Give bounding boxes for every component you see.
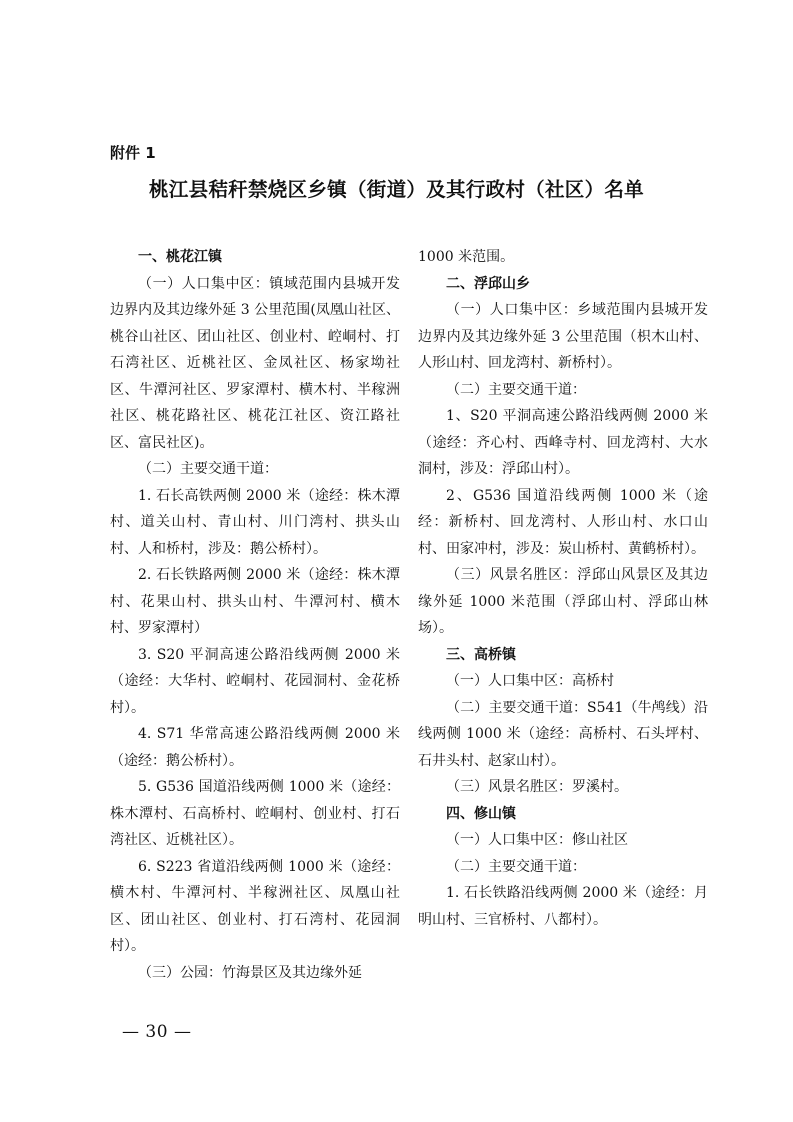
paragraph: （一）人口集中区：修山社区 (446, 832, 628, 848)
paragraph: （二）主要交通干道：S541（牛鸬线）沿线两侧 1000 米（途经：高桥村、石头坪村、石井头村、赵家山村）。 (418, 699, 708, 769)
paragraph: （二）主要交通干道： (138, 461, 278, 477)
attachment-label: 附件 1 (110, 144, 156, 162)
section-heading: 三、高桥镇 (446, 646, 516, 663)
paragraph: （三）公园：竹海景区及其边缘外延 (138, 964, 362, 981)
left-column (110, 244, 400, 986)
paragraph: （一）人口集中区：乡域范围内县城开发边界内及其边缘外延 3 公里范围（枳木山村、人形山村、回龙湾村、新桥村）。 (418, 302, 708, 371)
paragraph: 1. 石长高铁两侧 2000 米（途经：株木潭村、道关山村、青山村、川门湾村、拱头山村、人和桥村，涉及：鹅公桥村）。 (110, 487, 400, 557)
paragraph: 2. 石长铁路两侧 2000 米（途经：株木潭村、花果山村、拱头山村、牛潭河村、横木村、罗家潭村） (110, 567, 400, 636)
paragraph: 1. 石长铁路沿线两侧 2000 米（途经：月明山村、三官桥村、八都村）。 (418, 885, 708, 928)
paragraph: （二）主要交通干道： (446, 858, 586, 875)
paragraph: （三）风景名胜区：浮邱山风景区及其边缘外延 1000 米范围（浮邱山村、浮邱山林场）。 (418, 567, 708, 636)
paragraph: （三）风景名胜区：罗溪村。 (446, 779, 628, 795)
paragraph: 1、S20 平洞高速公路沿线两侧 2000 米（途经：齐心村、西峰寺村、回龙湾村、大水洞村，涉及：浮邱山村）。 (418, 408, 708, 477)
section-heading: 二、浮邱山乡 (446, 275, 530, 292)
paragraph: 2、G536 国道沿线两侧 1000 米（途经：新桥村、回龙湾村、人形山村、水口山村、田家冲村，涉及：炭山桥村、黄鹤桥村）。 (418, 487, 708, 557)
right-column (418, 244, 708, 933)
document-title: 桃江县秸秆禁烧区乡镇（街道）及其行政村（社区）名单 (148, 178, 644, 201)
paragraph-continuation: 1000 米范围。 (418, 249, 515, 265)
section-heading: 一、桃花江镇 (138, 249, 222, 265)
page-number: — 30 — (122, 1022, 192, 1042)
paragraph: 4. S71 华常高速公路沿线两侧 2000 米（途经：鹅公桥村）。 (110, 726, 400, 769)
paragraph: 6. S223 省道沿线两侧 1000 米（途经：横木村、牛潭河村、半稼洲社区、凤凰山社区、团山社区、创业村、打石湾村、花园洞村）。 (110, 858, 400, 954)
paragraph: （二）主要交通干道： (446, 381, 586, 398)
paragraph: （一）人口集中区：镇域范围内县城开发边界内及其边缘外延 3 公里范围(凤凰山社区、桃谷山社区、团山社区、创业村、崆峒村、打石湾社区、近桃社区、金凤社区、杨家坳社区、牛潭河社区、罗家潭村、横木村、半稼洲社区、桃花路社区、桃花江社区、资江路社区、富民社区)。 (110, 275, 400, 451)
section-heading: 四、修山镇 (446, 805, 516, 822)
paragraph: （一）人口集中区：高桥村 (446, 673, 614, 689)
paragraph: 5. G536 国道沿线两侧 1000 米（途经：株木潭村、石高桥村、崆峒村、创业村、打石湾社区、近桃社区）。 (110, 779, 400, 848)
paragraph: 3. S20 平洞高速公路沿线两侧 2000 米（途经：大华村、崆峒村、花园洞村、金花桥村）。 (110, 646, 400, 716)
